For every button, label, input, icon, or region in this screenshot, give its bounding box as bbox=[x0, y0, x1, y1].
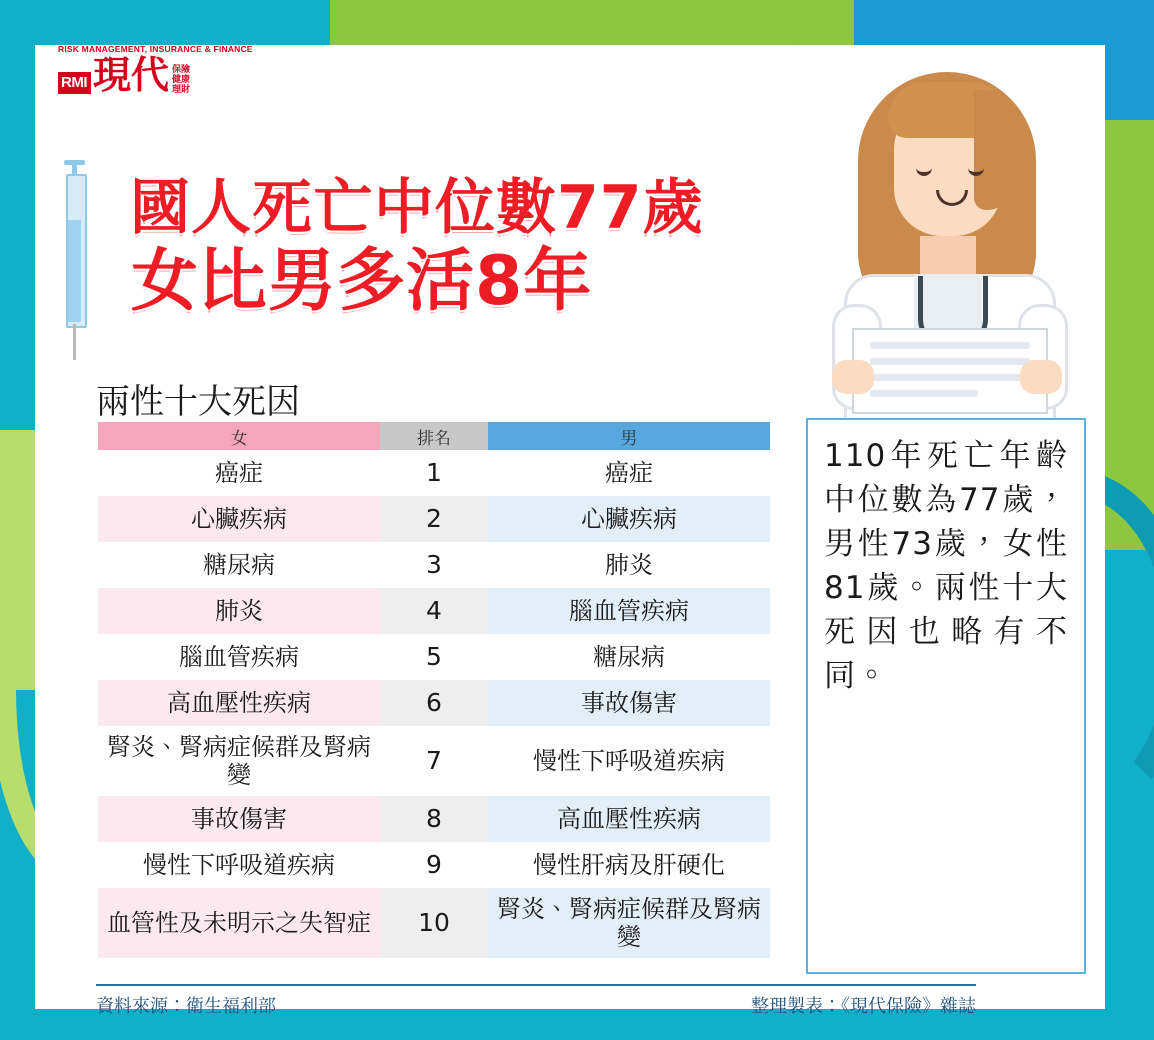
table-row bbox=[98, 888, 770, 958]
brand-tagline: RISK MANAGEMENT, INSURANCE & FINANCE bbox=[58, 44, 253, 54]
summary-note: 110年死亡年齡中位數為77歲，男性73歲，女性81歲。兩性十大死因也略有不同。 bbox=[806, 418, 1086, 974]
cell-rank: 10 bbox=[380, 888, 488, 958]
column-header-rank: 排名 bbox=[380, 422, 488, 450]
brand-mark: RMI bbox=[58, 72, 91, 94]
cell-male: 糖尿病 bbox=[488, 634, 770, 680]
hand-left bbox=[832, 360, 874, 394]
cell-male: 慢性下呼吸道疾病 bbox=[488, 726, 770, 796]
brand-side-2: 健康 bbox=[172, 74, 191, 84]
cell-male: 慢性肝病及肝硬化 bbox=[488, 842, 770, 888]
table-row bbox=[98, 542, 770, 588]
document-icon bbox=[852, 328, 1048, 414]
table-header-row bbox=[98, 422, 770, 450]
causes-of-death-table bbox=[98, 422, 770, 958]
cell-male: 腎炎、腎病症候群及腎病變 bbox=[488, 888, 770, 958]
cell-female: 腦血管疾病 bbox=[98, 634, 380, 680]
syringe-needle bbox=[73, 324, 76, 360]
headline-line-2: 女比男多活8年 bbox=[130, 242, 593, 321]
column-header-male: 男 bbox=[488, 422, 770, 450]
cell-rank: 1 bbox=[380, 450, 488, 496]
cell-female: 肺炎 bbox=[98, 588, 380, 634]
brand-logo bbox=[58, 44, 253, 110]
cell-rank: 8 bbox=[380, 796, 488, 842]
cell-male: 腦血管疾病 bbox=[488, 588, 770, 634]
hand-right bbox=[1020, 360, 1062, 394]
table-row bbox=[98, 588, 770, 634]
cell-rank: 5 bbox=[380, 634, 488, 680]
cell-female: 高血壓性疾病 bbox=[98, 680, 380, 726]
brand-side-3: 理財 bbox=[172, 84, 191, 94]
cell-male: 事故傷害 bbox=[488, 680, 770, 726]
cell-female: 癌症 bbox=[98, 450, 380, 496]
headline bbox=[130, 173, 830, 321]
cell-rank: 4 bbox=[380, 588, 488, 634]
cell-male: 肺炎 bbox=[488, 542, 770, 588]
table-row bbox=[98, 634, 770, 680]
headline-line-1: 國人死亡中位數77歲 bbox=[130, 173, 704, 243]
footer bbox=[96, 992, 976, 1018]
syringe-fluid bbox=[68, 220, 81, 322]
footer-credit: 整理製表：《現代保險》雜誌 bbox=[751, 996, 976, 1017]
cell-rank: 6 bbox=[380, 680, 488, 726]
cell-male: 心臟疾病 bbox=[488, 496, 770, 542]
hair-side bbox=[974, 90, 1020, 210]
cell-female: 慢性下呼吸道疾病 bbox=[98, 842, 380, 888]
cell-female: 心臟疾病 bbox=[98, 496, 380, 542]
table-row bbox=[98, 496, 770, 542]
doctor-illustration bbox=[796, 60, 1096, 410]
table-row bbox=[98, 726, 770, 796]
cell-female: 糖尿病 bbox=[98, 542, 380, 588]
cell-rank: 3 bbox=[380, 542, 488, 588]
cell-female: 腎炎、腎病症候群及腎病變 bbox=[98, 726, 380, 796]
cell-female: 事故傷害 bbox=[98, 796, 380, 842]
table-row bbox=[98, 680, 770, 726]
cell-female: 血管性及未明示之失智症 bbox=[98, 888, 380, 958]
table-row bbox=[98, 842, 770, 888]
cell-male: 癌症 bbox=[488, 450, 770, 496]
footer-divider bbox=[96, 984, 976, 986]
cell-rank: 7 bbox=[380, 726, 488, 796]
cell-male: 高血壓性疾病 bbox=[488, 796, 770, 842]
footer-source: 資料來源：衛生福利部 bbox=[96, 996, 276, 1017]
page-title: 兩性十大死因 bbox=[96, 382, 300, 422]
brand-side-1: 保險 bbox=[172, 64, 191, 74]
table-row bbox=[98, 796, 770, 842]
brand-name: 現代 bbox=[93, 53, 170, 97]
cell-rank: 2 bbox=[380, 496, 488, 542]
cell-rank: 9 bbox=[380, 842, 488, 888]
column-header-female: 女 bbox=[98, 422, 380, 450]
syringe-icon bbox=[62, 160, 88, 360]
table-row bbox=[98, 450, 770, 496]
